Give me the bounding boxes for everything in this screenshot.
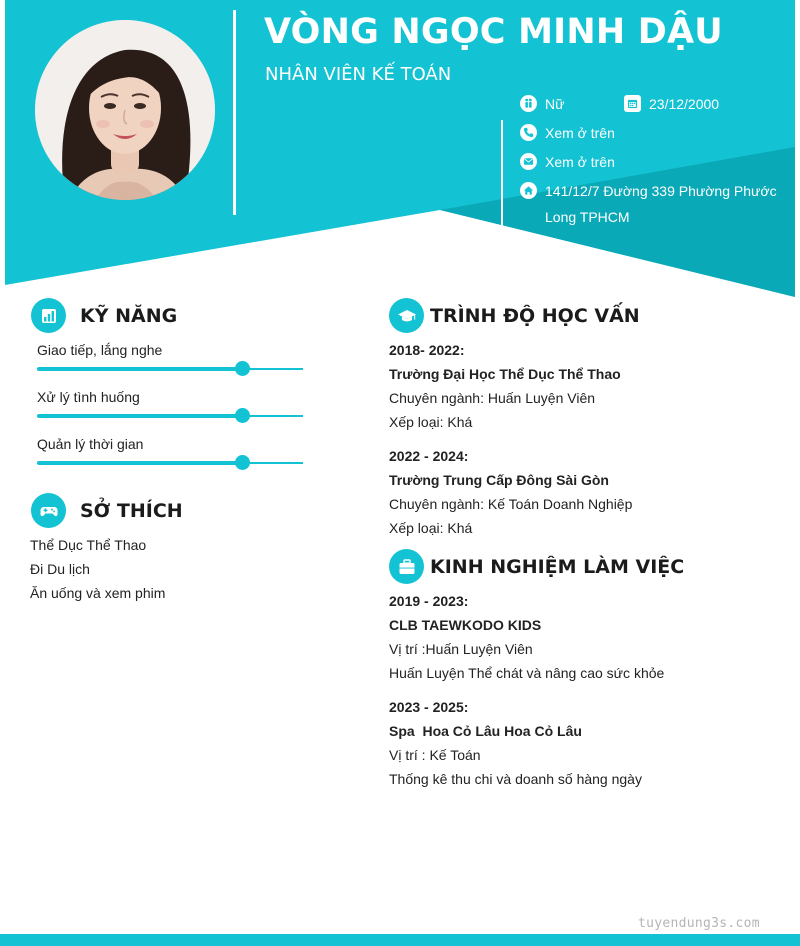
experience-period: 2019 - 2023: xyxy=(389,593,469,609)
contact-address xyxy=(520,182,777,226)
address-line-2: Long TPHCM xyxy=(545,209,630,225)
skill-level-bar xyxy=(37,368,303,370)
skill-level-knob xyxy=(235,408,250,423)
experience-period: 2023 - 2025: xyxy=(389,699,469,715)
experience-position: Vị trí : Kế Toán xyxy=(389,747,481,763)
hobby-item: Đi Du lịch xyxy=(30,561,90,577)
phone-icon xyxy=(520,124,537,141)
skill-level-fill xyxy=(37,461,242,465)
education-period: 2022 - 2024: xyxy=(389,448,469,464)
email-value: Xem ở trên xyxy=(545,154,615,170)
skill-label: Giao tiếp, lắng nghe xyxy=(37,342,163,358)
job-title: NHÂN VIÊN KẾ TOÁN xyxy=(265,64,452,85)
address-line-1: 141/12/7 Đường 339 Phường Phước xyxy=(545,183,777,199)
education-school: Trường Đại Học Thể Dục Thể Thao xyxy=(389,366,621,382)
skill-item xyxy=(37,388,303,417)
skill-item xyxy=(37,435,303,464)
skill-item xyxy=(37,341,303,370)
experience-heading: KINH NGHIỆM LÀM VIỆC xyxy=(430,555,685,578)
footer-bar xyxy=(0,934,800,946)
experience-company: CLB TAEWKODO KIDS xyxy=(389,617,542,633)
education-heading: TRÌNH ĐỘ HỌC VẤN xyxy=(430,304,640,327)
birthday-value: 23/12/2000 xyxy=(649,96,720,112)
gender-value: Nữ xyxy=(545,96,565,112)
experience-description: Thống kê thu chi và doanh số hàng ngày xyxy=(389,771,642,787)
calendar-icon xyxy=(624,95,641,112)
phone-value: Xem ở trên xyxy=(545,125,615,141)
contact-phone xyxy=(520,124,615,142)
hobbies-heading: SỞ THÍCH xyxy=(80,499,183,522)
briefcase-icon xyxy=(389,549,424,584)
skills-section-header xyxy=(31,298,177,333)
skill-level-fill xyxy=(37,367,242,371)
skills-heading: KỸ NĂNG xyxy=(80,304,178,327)
contact-divider xyxy=(501,120,503,232)
header-divider xyxy=(233,10,236,215)
skill-label: Xử lý tình huống xyxy=(37,389,140,405)
graduation-cap-icon xyxy=(389,298,424,333)
avatar xyxy=(35,20,215,200)
contact-email xyxy=(520,153,615,171)
home-icon xyxy=(520,182,537,199)
experience-description: Huấn Luyện Thể chát và nâng cao sức khỏe xyxy=(389,665,665,681)
gamepad-icon xyxy=(31,493,66,528)
experience-position: Vị trí :Huấn Luyện Viên xyxy=(389,641,533,657)
experience-company: Spa Hoa Cỏ Lâu Hoa Cỏ Lâu xyxy=(389,723,582,739)
gender-icon xyxy=(520,95,537,112)
hobby-item: Thể Dục Thể Thao xyxy=(30,537,147,553)
experience-section-header xyxy=(389,549,684,584)
contact-gender xyxy=(520,95,564,113)
skill-label: Quản lý thời gian xyxy=(37,436,144,452)
skill-level-fill xyxy=(37,414,242,418)
education-grade: Xếp loại: Khá xyxy=(389,520,473,536)
skill-level-bar xyxy=(37,462,303,464)
education-period: 2018- 2022: xyxy=(389,342,465,358)
hobby-item: Ăn uống và xem phim xyxy=(30,585,166,601)
watermark: tuyendung3s.com xyxy=(638,916,760,931)
skill-level-knob xyxy=(235,455,250,470)
skill-level-knob xyxy=(235,361,250,376)
education-major: Chuyên ngành: Kế Toán Doanh Nghiệp xyxy=(389,496,633,512)
education-major: Chuyên ngành: Huấn Luyện Viên xyxy=(389,390,596,406)
email-icon xyxy=(520,153,537,170)
contact-birthday xyxy=(624,95,719,113)
education-grade: Xếp loại: Khá xyxy=(389,414,473,430)
candidate-name: VÒNG NGỌC MINH DẬU xyxy=(264,12,723,52)
skill-level-bar xyxy=(37,415,303,417)
education-school: Trường Trung Cấp Đông Sài Gòn xyxy=(389,472,609,488)
bar-chart-icon xyxy=(31,298,66,333)
hobbies-section-header xyxy=(31,493,183,528)
education-section-header xyxy=(389,298,640,333)
